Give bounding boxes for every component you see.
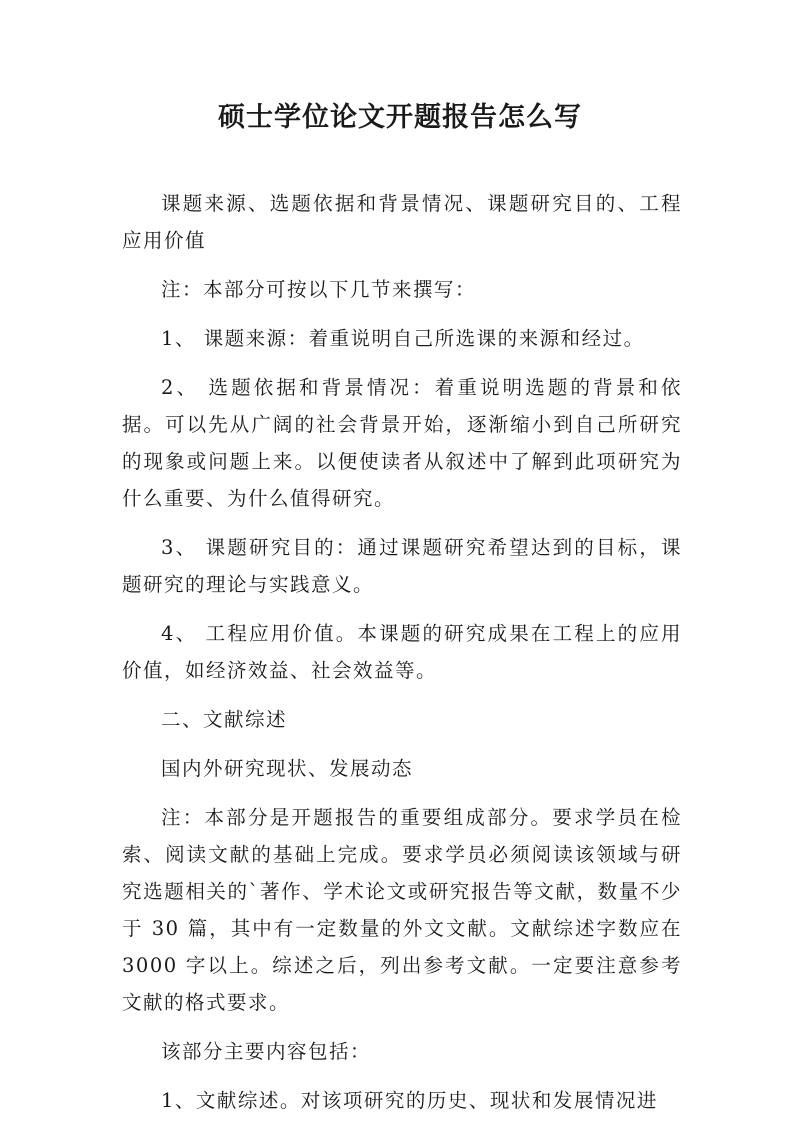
paragraph-main-content: 该部分主要内容包括： bbox=[161, 1040, 372, 1063]
paragraph-item-4: 4、 工程应用价值。本课题的研究成果在工程上的应用价值，如经济效益、社会效益等。 bbox=[122, 622, 682, 682]
document-title: 硕士学位论文开题报告怎么写 bbox=[218, 102, 582, 133]
paragraph-item-1: 1、 课题来源：着重说明自己所选课的来源和经过。 bbox=[161, 327, 645, 350]
paragraph-item-3: 3、 课题研究目的：通过课题研究希望达到的目标，课题研究的理论与实践意义。 bbox=[122, 536, 682, 596]
paragraph-item-2: 2、 选题依据和背景情况：着重说明选题的背景和依据。可以先从广阔的社会背景开始，逐渐缩小到自己所研究的现象或问题上来。以便使读者从叙述中了解到此项研究为什么重要、为什么值得研究。 bbox=[122, 376, 682, 510]
paragraph-review-item-1: 1、文献综述。对该项研究的历史、现状和发展情况进 bbox=[161, 1089, 658, 1112]
paragraph-research-status: 国内外研究现状、发展动态 bbox=[161, 757, 414, 780]
paragraph-intro: 课题来源、选题依据和背景情况、课题研究目的、工程应用价值 bbox=[122, 192, 682, 252]
paragraph-note: 注：本部分可按以下几节来撰写： bbox=[161, 278, 477, 301]
paragraph-literature-note: 注：本部分是开题报告的重要组成部分。要求学员在检索、阅读文献的基础上完成。要求学员必须阅读该领域与研究选题相关的`著作、学术论文或研究报告等文献，数量不少于 30 篇，其中有一定数量的外文文献。文献综述字数应在 3000 字以上。综述之后，列出参考文献。一定要注意参考文献的格式要求。 bbox=[122, 806, 682, 1014]
section-heading-literature-review: 二、文献综述 bbox=[161, 708, 288, 731]
document-body bbox=[122, 185, 682, 1131]
